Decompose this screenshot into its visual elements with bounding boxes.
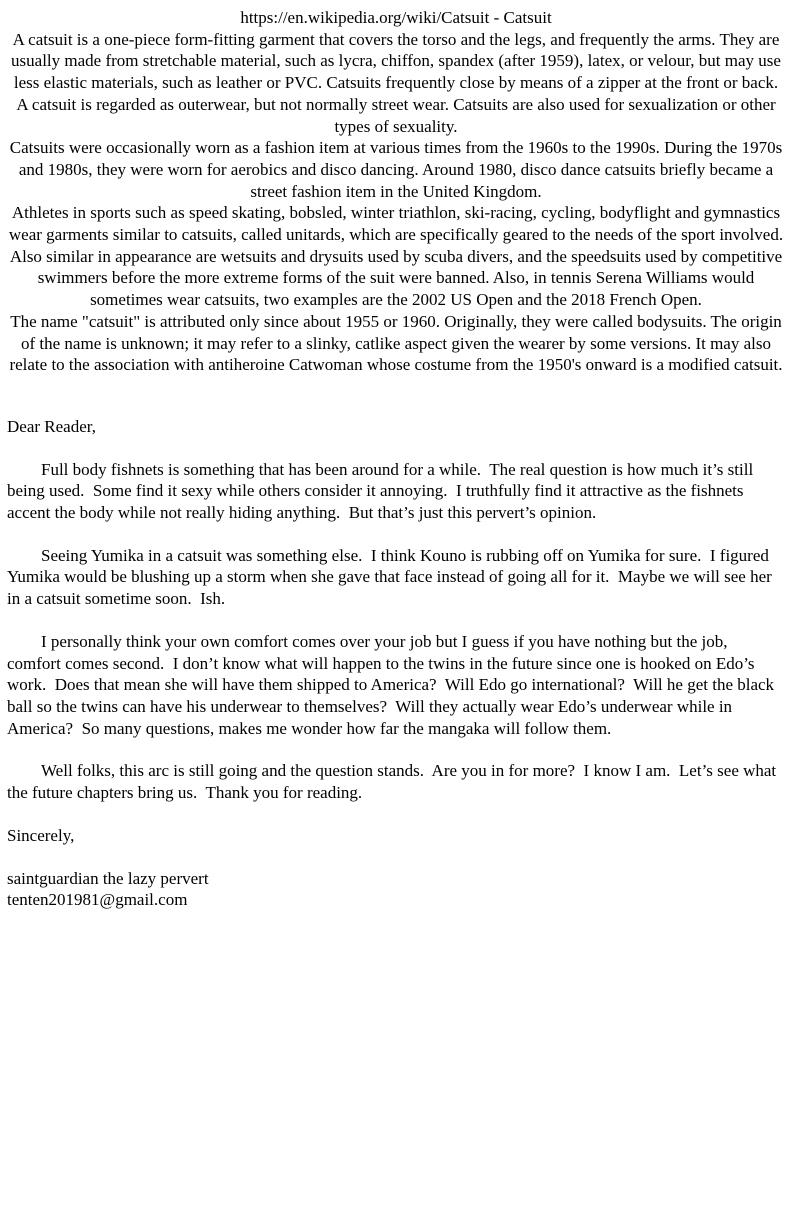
signature-block <box>7 868 785 911</box>
letter-paragraph-3: I personally think your own comfort comes over your job but I guess if you have nothing but the job, comfort comes second. I don’t know what will happen to the twins in the future since one is hooked on Edo’s work. Does that mean she will have them shipped to America? Will Edo go international? Will he get the black ball so the twins can have his underwear to themselves? Will they actually wear Edo’s underwear while in America? So many questions, makes me wonder how far the mangaka will follow them. <box>7 631 779 738</box>
signature-email: tenten201981@gmail.com <box>7 890 188 910</box>
letter-paragraph-2: Seeing Yumika in a catsuit was something else. I think Kouno is rubbing off on Yumika for sure. I figured Yumika would be blushing up a storm when she gave that face instead of going all for it. Maybe we will see her in a catsuit sometime soon. Ish. <box>7 545 777 609</box>
letter-paragraph-1: Full body fishnets is something that has been around for a while. The real question is how much it’s still being used. Some find it sexy while others consider it annoying. I truthfully find it attractive as the fishnets accent the body while not really hiding anything. But that’s just this pervert’s opinion. <box>7 459 758 523</box>
source-url-title <box>7 7 785 29</box>
closing: Sincerely, <box>7 825 75 845</box>
wiki-paragraph-1: A catsuit is a one-piece form-fitting garment that covers the torso and the legs, and frequently the arms. They are usually made from stretchable material, such as lycra, chiffon, spandex (after 1959), latex, or velour, but may use less elastic materials, such as leather or PVC. Catsuits frequently close by means of a zipper at the front or back. A catsuit is regarded as outerwear, but not normally street wear. Catsuits are also used for sexualization or other types of sexuality. <box>11 29 781 136</box>
wiki-paragraph-4: The name "catsuit" is attributed only since about 1955 or 1960. Originally, they were called bodysuits. The origin of the name is unknown; it may refer to a slinky, catlike aspect given the wearer by some versions. It may also relate to the association with antiheroine Catwoman whose costume from the 1950's onward is a modified catsuit. <box>9 311 783 375</box>
reader-letter <box>7 416 785 911</box>
signature-name: saintguardian the lazy pervert <box>7 868 209 888</box>
letter-paragraph-4: Well folks, this arc is still going and the question stands. Are you in for more? I know I am. Let’s see what the future chapters bring us. Thank you for reading. <box>7 761 781 803</box>
wiki-paragraph-3: Athletes in sports such as speed skating, bobsled, winter triathlon, ski-racing, cycling, bodyflight and gymnastics wear garments similar to catsuits, called unitards, which are specifically geared to the needs of the sport involved. Also similar in appearance are wetsuits and drysuits used by scuba divers, and the speedsuits used by competitive swimmers before the more extreme forms of the suit were banned. Also, in tennis Serena Williams would sometimes wear catsuits, two examples are the 2002 US Open and the 2018 French Open. <box>8 203 784 310</box>
wiki-excerpt <box>7 7 785 376</box>
wiki-paragraph-2: Catsuits were occasionally worn as a fashion item at various times from the 1960s to the 1990s. During the 1970s and 1980s, they were worn for aerobics and disco dancing. Around 1980, disco dance catsuits briefly became a street fashion item in the United Kingdom. <box>9 138 783 201</box>
salutation: Dear Reader, <box>7 416 96 436</box>
source-url-text: https://en.wikipedia.org/wiki/Catsuit - Catsuit <box>240 8 552 27</box>
